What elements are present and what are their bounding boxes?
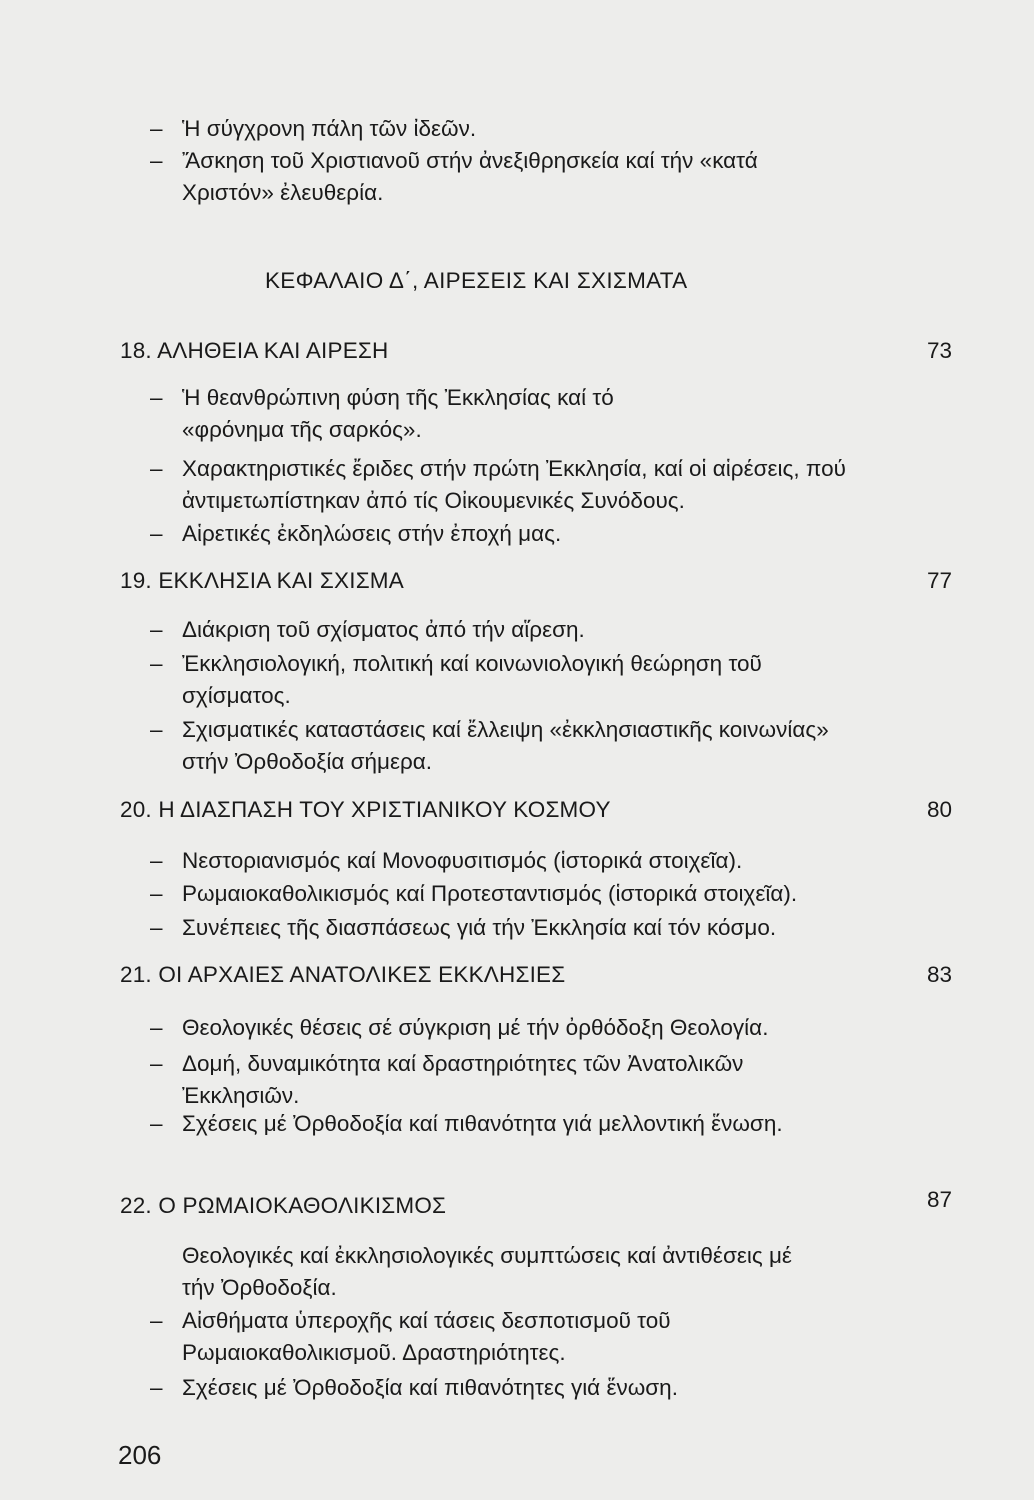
- bullet-dash: –: [150, 617, 163, 642]
- list-item: [150, 714, 865, 777]
- list-item: [150, 614, 890, 646]
- list-item-text: Νεστοριανισμός καί Μονοφυσιτισμός (ἱστορικά στοιχεῖα).: [182, 848, 743, 873]
- list-item-text: Αἰσθήματα ὑπεροχῆς καί τάσεις δεσποτισμοῦ τοῦ Ρωμαιοκαθολικισμοῦ. Δραστηριότητες.: [182, 1308, 671, 1365]
- list-item: [150, 145, 850, 208]
- list-item-text: Ἐκκλησιολογική, πολιτική καί κοινωνιολογική θεώρηση τοῦ σχίσματος.: [182, 651, 762, 708]
- list-item: [150, 453, 855, 516]
- bullet-dash: –: [150, 1015, 163, 1040]
- bullet-dash: –: [150, 456, 163, 481]
- list-item: [150, 1108, 820, 1140]
- list-item: [150, 1372, 890, 1404]
- list-item-text: Σχέσεις μέ Ὀρθοδοξία καί πιθανότητα γιά μελλοντική ἕνωση.: [182, 1111, 783, 1136]
- bullet-dash: –: [150, 116, 163, 141]
- bullet-dash: –: [150, 717, 163, 742]
- section-title: 19. ΕΚΚΛΗΣΙΑ ΚΑΙ ΣΧΙΣΜΑ: [120, 568, 404, 593]
- list-item: [150, 518, 890, 550]
- section-page-number: 80: [926, 797, 952, 822]
- bullet-dash: –: [150, 521, 163, 546]
- list-item-text: Χαρακτηριστικές ἔριδες στήν πρώτη Ἐκκλησία, καί οἱ αἱρέσεις, πού ἀντιμετωπίστηκαν ἀπό τίς Οἰκουμενικές Συνόδους.: [182, 456, 846, 513]
- list-item-text: Αἱρετικές ἐκδηλώσεις στήν ἐποχή μας.: [182, 521, 562, 546]
- section-page-number: 73: [926, 338, 952, 363]
- section-page-number: 83: [926, 962, 952, 987]
- page-number: 206: [118, 1440, 162, 1470]
- bullet-dash: –: [150, 1375, 163, 1400]
- list-item-text: Διάκριση τοῦ σχίσματος ἀπό τήν αἵρεση.: [182, 617, 585, 642]
- list-item-text: Ρωμαιοκαθολικισμός καί Προτεσταντισμός (ἱστορικά στοιχεῖα).: [182, 881, 798, 906]
- bullet-dash: –: [150, 148, 163, 173]
- list-item: [150, 845, 890, 877]
- list-item-text: Συνέπειες τῆς διασπάσεως γιά τήν Ἐκκλησία καί τόν κόσμο.: [182, 915, 777, 940]
- bullet-dash: –: [150, 1308, 163, 1333]
- list-item-text: Σχέσεις μέ Ὀρθοδοξία καί πιθανότητες γιά ἕνωση.: [182, 1375, 678, 1400]
- section-page-number: 87: [926, 1187, 952, 1212]
- section-title: 22. Ο ΡΩΜΑΙΟΚΑΘΟΛΙΚΙΣΜΟΣ: [120, 1193, 447, 1218]
- chapter-heading: ΚΕΦΑΛΑΙΟ Δ΄, ΑΙΡΕΣΕΙΣ ΚΑΙ ΣΧΙΣΜΑΤΑ: [265, 268, 688, 293]
- list-item: [150, 878, 890, 910]
- list-item: [150, 1305, 770, 1368]
- section-intro-text: Θεολογικές καί ἐκκλησιολογικές συμπτώσεις καί ἀντιθέσεις μέ τήν Ὀρθοδοξία.: [182, 1243, 792, 1300]
- bullet-dash: –: [150, 385, 163, 410]
- list-item-text: Ἄσκηση τοῦ Χριστιανοῦ στήν ἀνεξιθρησκεία καί τήν «κατά Χριστόν» ἐλευθερία.: [182, 148, 758, 205]
- bullet-dash: –: [150, 651, 163, 676]
- list-item: [150, 1012, 890, 1044]
- bullet-dash: –: [150, 848, 163, 873]
- section-title: 18. ΑΛΗΘΕΙΑ ΚΑΙ ΑΙΡΕΣΗ: [120, 338, 389, 363]
- list-item-text: Ἡ θεανθρώπινη φύση τῆς Ἐκκλησίας καί τό «φρόνημα τῆς σαρκός».: [182, 385, 614, 442]
- list-item-text: Ἡ σύγχρονη πάλη τῶν ἰδεῶν.: [182, 116, 477, 141]
- section-title: 20. Η ΔΙΑΣΠΑΣΗ ΤΟΥ ΧΡΙΣΤΙΑΝΙΚΟΥ ΚΟΣΜΟΥ: [120, 797, 611, 822]
- bullet-dash: –: [150, 881, 163, 906]
- list-item-text: Δομή, δυναμικότητα καί δραστηριότητες τῶν Ἀνατολικῶν Ἐκκλησιῶν.: [182, 1051, 744, 1108]
- list-item-text: Σχισματικές καταστάσεις καί ἔλλειψη «ἐκκλησιαστικῆς κοινωνίας» στήν Ὀρθοδοξία σήμερα.: [182, 717, 829, 774]
- list-item: [150, 1048, 860, 1111]
- bullet-dash: –: [150, 1111, 163, 1136]
- list-item: [150, 648, 800, 711]
- list-item-text: Θεολογικές θέσεις σέ σύγκριση μέ τήν ὀρθόδοξη Θεολογία.: [182, 1015, 769, 1040]
- list-item: [150, 113, 890, 145]
- bullet-dash: –: [150, 1051, 163, 1076]
- section-title: 21. ΟΙ ΑΡΧΑΙΕΣ ΑΝΑΤΟΛΙΚΕΣ ΕΚΚΛΗΣΙΕΣ: [120, 962, 566, 987]
- list-item: [150, 912, 890, 944]
- bullet-dash: –: [150, 915, 163, 940]
- section-page-number: 77: [926, 568, 952, 593]
- list-item: [150, 382, 680, 445]
